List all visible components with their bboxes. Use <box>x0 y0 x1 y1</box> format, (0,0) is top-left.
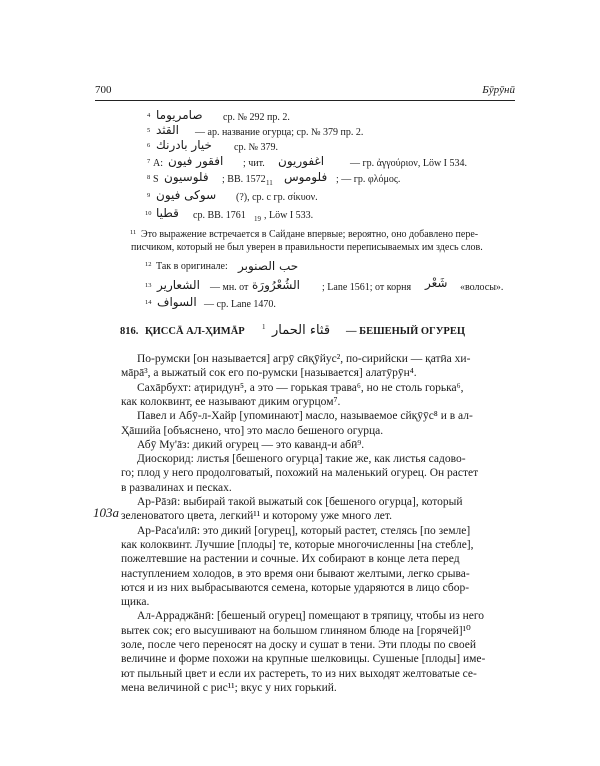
footnote-arabic: القثد <box>156 123 179 137</box>
body-line: пожелтевшие на растении и сочные. Их собирают в конце лета перед <box>121 553 460 566</box>
section-heading: 816. ҚИССĀ АЛ-ҲИМĀР 1 قثاء الحمار — БЕШЕНЫЙ ОГУРЕЦ <box>120 323 466 338</box>
body-line: Абӯ Му'āз: дикий огурец — это каванд-и абӣ⁹. <box>137 438 365 451</box>
footnote-arabic: فلوموس <box>284 170 328 184</box>
page-number: 700 <box>95 84 112 96</box>
body-line: Ар-Рāзӣ: выбирай такой выжатый сок [бешеного огурца], который <box>137 496 463 508</box>
body-line: ют пыльный цвет и если их растереть, то из них выходят желтоватые се- <box>121 667 477 680</box>
book-page: 700 Бӯрӯнӣ 4 صامريوما ср. № 292 пр. 2. 5 القثد — ар. название огурца; ср. № 379 пр. 2. 6 خيار بادرنك ср. № 379. 7 А: افقور فيون ; чит. اغفوريون — гр. ἀγγούριον, Löw I 534. 8 S فلوسيون ; BB. 1572 11 فلوموس ; — гр. φλόμος. 9 سوكى فيون (?), ср. с гр. σίκυον. 10 قطيا ср. BB. 1761 19 , Löw I 533. 11 Это выражение встречается в Сайдане впервые; вероятно, оно добавлено пере- писчиком, который не был уверен в правильности переписываемых им здесь слов. 12 Так в оригинале: حب الصنوبر 13 الشعارير — мн. от الشُعْرُورَة ; Lane 1561; от корня شَعْر «волосы». 14 السواف — ср. Lane 1470. 816. ҚИССĀ АЛ-ҲИМĀР 1 قثاء الحمار — БЕШЕНЫЙ ОГУРЕЦ 103а По-румски [он называется] агрӯ сӣқӯйус², по-сирийски — қатӣа хи- мāрā³, а выжатый сок его по-румски [называется] алатӯрӯн⁴. Сахāрбухт: аҭиридун⁵, а это — горькая трава⁶, но не столь горька⁶, как колоквинт, ее называют диким огурцом⁷. Павел и Абӯ-л-Хайр [упоминают] масло, называемое сйқӯӯс⁸ и в ал- Ҳāшийа [объяснено, что] это масло бешеного огурца. Абӯ Му'āз: дикий огурец — это каванд-и абӣ⁹. Диоскорид: листья [бешеного огурца] такие же, как листья садово- го; плод у него продолговатый, похожий на маленький огурец. Он растет в развалинах и песках. Ар-Рāзӣ: выбирай такой выжатый сок [бешеного огурца], который зеленоватого цвета, легкий¹¹ и которому уже много лет. Ар-Раса'илӣ: это дикий [огурец], который растет, стелясь [по земле] как колоквинт. Лучшие [плоды] те, которые многочисленны [на стебле], пожелтевшие на растении и сочные. Их собирают в конце лета перед наступлением холодов, в это время они бывают желтыми, легко срыва- ются и из них выбрасываются семена, которые ударяются в лицо сбор- щика. Ал-Арраджāнӣ: [бешеный огурец] помещают в тряпицу, чтобы из него вытек сок; его высушивают на большом глиняном блюде на [горячей]¹⁰ золе, после чего переносят на доску и сушат в тени. Эти плоды по своей величине и форме похожи на крупные шелковицы. Сушеные [плоды] име- ют пыльный цвет и если их растереть, то из них выходят желтоватые се- мена величиной с рис¹¹; вкус у них горький. <box>0 0 600 766</box>
body-line: го; плод у него продолговатый, похожий на маленький огурец. Он растет <box>121 467 479 480</box>
footnote-arabic: فلوسيون <box>164 170 209 184</box>
header-rule <box>95 100 515 101</box>
section-title-ru: ҚИССĀ АЛ-ҲИМĀР <box>145 326 245 337</box>
footnote-arabic: حب الصنوبر <box>238 259 299 273</box>
body-line: как колоквинт. Лучшие [плоды] те, которые многочисленны [на стебле], <box>121 538 474 551</box>
section-subtitle: — БЕШЕНЫЙ ОГУРЕЦ <box>346 326 466 337</box>
body-line: мāрā³, а выжатый сок его по-румски [называется] алатӯрӯн⁴. <box>121 367 417 380</box>
footnote-arabic: سوكى فيون <box>156 188 217 202</box>
body-line: в развалинах и песках. <box>121 481 232 494</box>
body-line: величине и форме похожи на крупные шелковицы. Сушеные [плоды] име- <box>121 653 486 666</box>
body-line: зеленоватого цвета, легкий¹¹ и которому уже много лет. <box>121 510 392 523</box>
body-line: Диоскорид: листья [бешеного огурца] такие же, как листья садово- <box>137 453 466 466</box>
section-title-ar: قثاء الحمار <box>272 323 331 338</box>
page-header <box>95 84 515 98</box>
footnote-arabic: السواف <box>157 295 197 309</box>
running-title: Бӯрӯнӣ <box>482 84 515 96</box>
body-line: как колоквинт, ее называют диким огурцом⁷. <box>121 395 341 408</box>
footnote-arabic: شَعْر <box>425 276 448 290</box>
body-line: наступлением холодов, в это время они бывают желтыми, легко срыва- <box>121 567 470 580</box>
body-line: Ҳāшийа [объяснено, что] это масло бешеного огурца. <box>121 424 384 437</box>
body-line: мена величиной с рис¹¹; вкус у них горький. <box>121 681 337 694</box>
footnote-arabic: صامريوما <box>156 108 203 122</box>
body-line: щика. <box>121 596 150 609</box>
footnote-arabic: قطيا <box>156 206 179 220</box>
margin-folio-note: 103а <box>93 505 119 520</box>
body-line: ются и из них выбрасываются семена, которые ударяются в лицо сбор- <box>121 581 470 594</box>
footnote-arabic: افقور فيون <box>168 154 224 168</box>
footnote-11: 11 Это выражение встречается в Сайдане впервые; вероятно, оно добавлено пере- писчиком, который не был уверен в правильности переписываемых им здесь слов. <box>130 229 483 253</box>
section-number: 816. <box>120 326 139 337</box>
body-line: По-румски [он называется] агрӯ сӣқӯйус², по-сирийски — қатӣа хи- <box>137 353 471 365</box>
body-line: Ал-Арраджāнӣ: [бешеный огурец] помещают в тряпицу, чтобы из него <box>137 610 485 623</box>
body-line: Павел и Абӯ-л-Хайр [упоминают] масло, называемое сйқӯӯс⁸ и в ал- <box>137 410 473 423</box>
body-line: Ар-Раса'илӣ: это дикий [огурец], который растет, стелясь [по земле] <box>137 524 471 537</box>
footnote-arabic: الشُعْرُورَة <box>252 278 300 292</box>
footnote-arabic: خيار بادرنك <box>156 138 212 152</box>
footnote-arabic: الشعارير <box>157 278 200 292</box>
body-line: золе, после чего переносят на доску и сушат в тени. Эти плоды по своей <box>121 639 476 651</box>
body-line: Сахāрбухт: аҭиридун⁵, а это — горькая трава⁶, но не столь горька⁶, <box>137 381 464 394</box>
body-line: вытек сок; его высушивают на большом глиняном блюде на [горячей]¹⁰ <box>121 624 471 637</box>
footnote-arabic: اغفوريون <box>278 154 325 168</box>
